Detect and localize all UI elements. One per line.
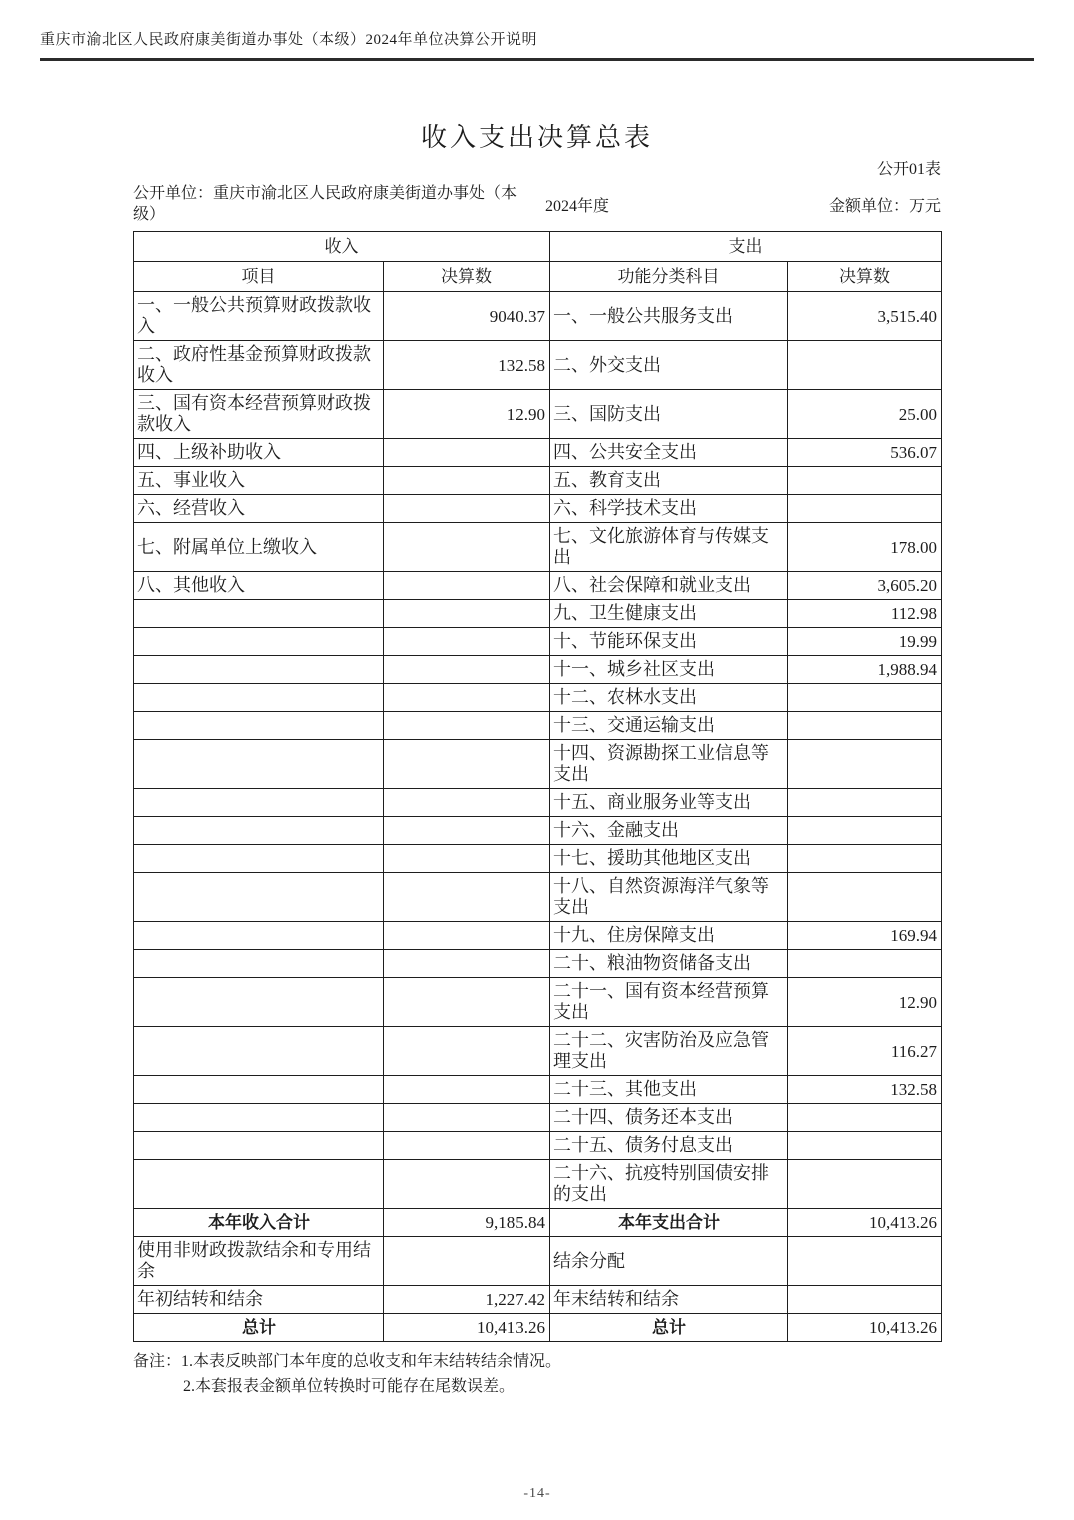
income-item-cell bbox=[134, 845, 384, 873]
table-row bbox=[134, 1314, 942, 1342]
income-item-cell bbox=[134, 817, 384, 845]
expense-value-cell: 178.00 bbox=[788, 523, 942, 572]
publishing-unit-label: 公开单位：重庆市渝北区人民政府康美街道办事处（本级） bbox=[133, 185, 518, 223]
table-row bbox=[134, 950, 942, 978]
expense-value-cell bbox=[788, 467, 942, 495]
table-head bbox=[134, 232, 942, 292]
income-item-cell bbox=[134, 1132, 384, 1160]
expense-item-cell: 三、国防支出 bbox=[550, 390, 788, 439]
income-item-cell bbox=[134, 628, 384, 656]
expense-item-cell: 十、节能环保支出 bbox=[550, 628, 788, 656]
expense-item-cell: 十三、交通运输支出 bbox=[550, 712, 788, 740]
amount-unit-label: 金额单位：万元 bbox=[828, 197, 941, 215]
income-item-cell bbox=[134, 740, 384, 789]
income-item-cell bbox=[134, 789, 384, 817]
table-row bbox=[134, 1237, 942, 1286]
income-item-cell: 总计 bbox=[134, 1314, 384, 1342]
table-row bbox=[134, 978, 942, 1027]
column-header-expense-value: 决算数 bbox=[788, 262, 942, 292]
page-title: 收入支出决算总表 bbox=[420, 123, 653, 152]
income-item-cell bbox=[134, 1076, 384, 1104]
table-row bbox=[134, 817, 942, 845]
income-value-cell: 1,227.42 bbox=[384, 1286, 550, 1314]
table-row bbox=[134, 712, 942, 740]
table-row bbox=[134, 572, 942, 600]
table-row bbox=[134, 523, 942, 572]
table-row bbox=[134, 628, 942, 656]
income-item-cell: 本年收入合计 bbox=[134, 1209, 384, 1237]
expense-value-cell bbox=[788, 341, 942, 390]
expense-value-cell: 19.99 bbox=[788, 628, 942, 656]
income-value-cell bbox=[384, 1076, 550, 1104]
budget-summary-table bbox=[133, 231, 942, 1342]
expense-item-cell: 五、教育支出 bbox=[550, 467, 788, 495]
expense-value-cell: 3,605.20 bbox=[788, 572, 942, 600]
income-value-cell bbox=[384, 845, 550, 873]
income-value-cell bbox=[384, 922, 550, 950]
table-row bbox=[134, 439, 942, 467]
income-item-cell bbox=[134, 600, 384, 628]
expense-value-cell bbox=[788, 495, 942, 523]
income-value-cell bbox=[384, 572, 550, 600]
expense-item-cell: 十二、农林水支出 bbox=[550, 684, 788, 712]
income-item-cell: 八、其他收入 bbox=[134, 572, 384, 600]
income-item-cell bbox=[134, 684, 384, 712]
income-item-cell bbox=[134, 1027, 384, 1076]
column-header-expense-item: 功能分类科目 bbox=[550, 262, 788, 292]
expense-value-cell: 12.90 bbox=[788, 978, 942, 1027]
table-row bbox=[134, 1160, 942, 1209]
note-text-1: 1.本表反映部门本年度的总收支和年末结转结余情况。 bbox=[181, 1353, 562, 1370]
income-item-cell: 使用非财政拨款结余和专用结余 bbox=[134, 1237, 384, 1286]
expense-value-cell bbox=[788, 950, 942, 978]
table-row bbox=[134, 684, 942, 712]
expense-value-cell bbox=[788, 684, 942, 712]
expense-value-cell: 10,413.26 bbox=[788, 1209, 942, 1237]
table-row bbox=[134, 341, 942, 390]
income-item-cell: 七、附属单位上缴收入 bbox=[134, 523, 384, 572]
expense-item-cell: 二十、粮油物资储备支出 bbox=[550, 950, 788, 978]
income-value-cell bbox=[384, 817, 550, 845]
table-body bbox=[134, 292, 942, 1342]
table-row bbox=[134, 1076, 942, 1104]
doc-header-text: 重庆市渝北区人民政府康美街道办事处（本级）2024年单位决算公开说明 bbox=[40, 32, 538, 48]
income-item-cell: 三、国有资本经营预算财政拨款收入 bbox=[134, 390, 384, 439]
expense-item-cell: 二、外交支出 bbox=[550, 341, 788, 390]
column-header-income-value: 决算数 bbox=[384, 262, 550, 292]
note-line bbox=[133, 1374, 941, 1399]
table-row bbox=[134, 922, 942, 950]
meta-row bbox=[133, 183, 941, 225]
table-row bbox=[134, 467, 942, 495]
income-value-cell bbox=[384, 495, 550, 523]
table-row bbox=[134, 1132, 942, 1160]
table-row bbox=[134, 873, 942, 922]
expense-value-cell: 10,413.26 bbox=[788, 1314, 942, 1342]
expense-item-cell: 九、卫生健康支出 bbox=[550, 600, 788, 628]
income-value-cell bbox=[384, 789, 550, 817]
expense-item-cell: 十六、金融支出 bbox=[550, 817, 788, 845]
fiscal-year-label: 2024年度 bbox=[545, 197, 610, 215]
note-line bbox=[133, 1349, 941, 1374]
table-row bbox=[134, 1286, 942, 1314]
expense-value-cell bbox=[788, 1104, 942, 1132]
income-value-cell bbox=[384, 873, 550, 922]
expense-item-cell: 二十五、债务付息支出 bbox=[550, 1132, 788, 1160]
income-item-cell: 年初结转和结余 bbox=[134, 1286, 384, 1314]
income-value-cell: 9,185.84 bbox=[384, 1209, 550, 1237]
expense-value-cell bbox=[788, 712, 942, 740]
note-text-2: 2.本套报表金额单位转换时可能存在尾数误差。 bbox=[183, 1378, 516, 1395]
table-row bbox=[134, 656, 942, 684]
expense-value-cell bbox=[788, 873, 942, 922]
income-value-cell bbox=[384, 1132, 550, 1160]
expense-value-cell: 536.07 bbox=[788, 439, 942, 467]
expense-value-cell bbox=[788, 817, 942, 845]
income-value-cell bbox=[384, 600, 550, 628]
income-item-cell bbox=[134, 656, 384, 684]
income-item-cell bbox=[134, 1160, 384, 1209]
table-row bbox=[134, 740, 942, 789]
expense-item-cell: 二十三、其他支出 bbox=[550, 1076, 788, 1104]
expense-value-cell bbox=[788, 1132, 942, 1160]
expense-value-cell: 112.98 bbox=[788, 600, 942, 628]
income-item-cell: 六、经营收入 bbox=[134, 495, 384, 523]
table-row bbox=[134, 292, 942, 341]
page-number: -14- bbox=[523, 1486, 551, 1501]
income-value-cell bbox=[384, 740, 550, 789]
column-header-row bbox=[134, 262, 942, 292]
expense-item-cell: 六、科学技术支出 bbox=[550, 495, 788, 523]
income-item-cell: 二、政府性基金预算财政拨款收入 bbox=[134, 341, 384, 390]
group-header-row bbox=[134, 232, 942, 262]
income-value-cell bbox=[384, 467, 550, 495]
income-item-cell bbox=[134, 978, 384, 1027]
expense-item-cell: 二十一、国有资本经营预算支出 bbox=[550, 978, 788, 1027]
notes bbox=[133, 1349, 941, 1399]
expense-value-cell bbox=[788, 1160, 942, 1209]
expense-value-cell: 116.27 bbox=[788, 1027, 942, 1076]
income-item-cell bbox=[134, 922, 384, 950]
expense-value-cell: 3,515.40 bbox=[788, 292, 942, 341]
table-row bbox=[134, 1209, 942, 1237]
expense-item-cell: 十五、商业服务业等支出 bbox=[550, 789, 788, 817]
expense-item-cell: 年末结转和结余 bbox=[550, 1286, 788, 1314]
income-value-cell bbox=[384, 1027, 550, 1076]
income-item-cell bbox=[134, 950, 384, 978]
income-value-cell bbox=[384, 1237, 550, 1286]
income-value-cell: 9040.37 bbox=[384, 292, 550, 341]
income-value-cell bbox=[384, 684, 550, 712]
expense-value-cell bbox=[788, 845, 942, 873]
income-item-cell: 四、上级补助收入 bbox=[134, 439, 384, 467]
expense-item-cell: 十八、自然资源海洋气象等支出 bbox=[550, 873, 788, 922]
expense-item-cell: 二十二、灾害防治及应急管理支出 bbox=[550, 1027, 788, 1076]
doc-header bbox=[40, 28, 1034, 61]
income-item-cell: 一、一般公共预算财政拨款收入 bbox=[134, 292, 384, 341]
income-value-cell bbox=[384, 439, 550, 467]
expense-value-cell bbox=[788, 1237, 942, 1286]
income-item-cell: 五、事业收入 bbox=[134, 467, 384, 495]
table-row bbox=[134, 845, 942, 873]
page-content bbox=[133, 122, 941, 1399]
column-header-income-item: 项目 bbox=[134, 262, 384, 292]
expense-item-cell: 八、社会保障和就业支出 bbox=[550, 572, 788, 600]
table-ref-label: 公开01表 bbox=[876, 161, 941, 178]
table-row bbox=[134, 1104, 942, 1132]
expense-item-cell: 七、文化旅游体育与传媒支出 bbox=[550, 523, 788, 572]
income-value-cell bbox=[384, 628, 550, 656]
expense-value-cell: 169.94 bbox=[788, 922, 942, 950]
income-value-cell bbox=[384, 950, 550, 978]
expense-value-cell: 1,988.94 bbox=[788, 656, 942, 684]
income-value-cell bbox=[384, 656, 550, 684]
expense-item-cell: 十一、城乡社区支出 bbox=[550, 656, 788, 684]
expense-item-cell: 总计 bbox=[550, 1314, 788, 1342]
expense-item-cell: 十四、资源勘探工业信息等支出 bbox=[550, 740, 788, 789]
expense-value-cell: 25.00 bbox=[788, 390, 942, 439]
expense-item-cell: 二十六、抗疫特别国债安排的支出 bbox=[550, 1160, 788, 1209]
income-value-cell bbox=[384, 1160, 550, 1209]
income-group-header: 收入 bbox=[134, 232, 550, 262]
notes-label: 备注： bbox=[133, 1353, 182, 1370]
income-value-cell bbox=[384, 712, 550, 740]
expense-item-cell: 一、一般公共服务支出 bbox=[550, 292, 788, 341]
table-row bbox=[134, 1027, 942, 1076]
income-item-cell bbox=[134, 1104, 384, 1132]
table-row bbox=[134, 390, 942, 439]
income-item-cell bbox=[134, 873, 384, 922]
expense-item-cell: 二十四、债务还本支出 bbox=[550, 1104, 788, 1132]
expense-item-cell: 十七、援助其他地区支出 bbox=[550, 845, 788, 873]
table-row bbox=[134, 600, 942, 628]
income-value-cell bbox=[384, 523, 550, 572]
expenditure-group-header: 支出 bbox=[550, 232, 942, 262]
expense-item-cell: 本年支出合计 bbox=[550, 1209, 788, 1237]
expense-value-cell bbox=[788, 1286, 942, 1314]
income-value-cell: 12.90 bbox=[384, 390, 550, 439]
expense-value-cell: 132.58 bbox=[788, 1076, 942, 1104]
expense-value-cell bbox=[788, 789, 942, 817]
income-value-cell bbox=[384, 978, 550, 1027]
expense-item-cell: 结余分配 bbox=[550, 1237, 788, 1286]
income-item-cell bbox=[134, 712, 384, 740]
table-row bbox=[134, 789, 942, 817]
table-row bbox=[134, 495, 942, 523]
expense-item-cell: 四、公共安全支出 bbox=[550, 439, 788, 467]
income-value-cell: 132.58 bbox=[384, 341, 550, 390]
expense-item-cell: 十九、住房保障支出 bbox=[550, 922, 788, 950]
income-value-cell: 10,413.26 bbox=[384, 1314, 550, 1342]
expense-value-cell bbox=[788, 740, 942, 789]
income-value-cell bbox=[384, 1104, 550, 1132]
